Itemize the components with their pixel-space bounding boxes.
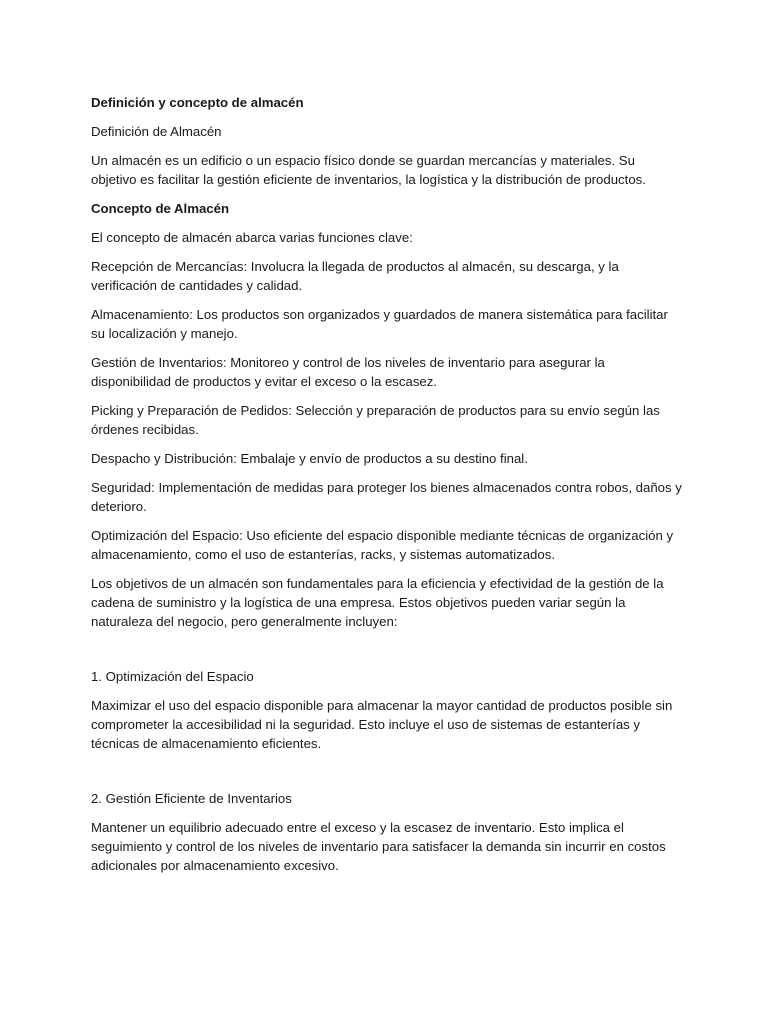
funcion-paragraph: Seguridad: Implementación de medidas para proteger los bienes almacenados contra robos, daños y deterioro. [91, 480, 682, 514]
funcion-paragraph: Gestión de Inventarios: Monitoreo y control de los niveles de inventario para asegurar la disponibilidad de productos y evitar el exceso o la escasez. [91, 355, 605, 389]
funcion-paragraph: Almacenamiento: Los productos son organizados y guardados de manera sistemática para facilitar su localización y manejo. [91, 307, 668, 341]
definicion-heading: Definición de Almacén [91, 124, 222, 139]
funcion-paragraph: Despacho y Distribución: Embalaje y envío de productos a su destino final. [91, 451, 528, 466]
objetivo-heading: 2. Gestión Eficiente de Inventarios [91, 791, 292, 806]
objetivo-paragraph: Maximizar el uso del espacio disponible para almacenar la mayor cantidad de productos posible sin comprometer la accesibilidad ni la seguridad. Esto incluye el uso de sistemas de estanterías y técnicas de almacenamiento eficientes. [91, 698, 673, 751]
funcion-paragraph: Optimización del Espacio: Uso eficiente del espacio disponible mediante técnicas de organización y almacenamiento, como el uso de estanterías, racks, y sistemas automatizados. [91, 528, 674, 562]
funcion-paragraph: Recepción de Mercancías: Involucra la llegada de productos al almacén, su descarga, y la verificación de cantidades y calidad. [91, 259, 619, 293]
objetivo-paragraph: Mantener un equilibrio adecuado entre el exceso y la escasez de inventario. Esto implica el seguimiento y control de los niveles de inventario para satisfacer la demanda sin incurrir en costos adicionales por almacenamiento excesivo. [91, 820, 666, 873]
document-title: Definición y concepto de almacén [91, 95, 304, 110]
funcion-paragraph: Picking y Preparación de Pedidos: Selección y preparación de productos para su envío según las órdenes recibidas. [91, 403, 660, 437]
objetivo-heading: 1. Optimización del Espacio [91, 669, 254, 684]
concepto-heading: Concepto de Almacén [91, 201, 230, 216]
concepto-intro: El concepto de almacén abarca varias funciones clave: [91, 230, 413, 245]
definicion-paragraph: Un almacén es un edificio o un espacio físico donde se guardan mercancías y materiales. Su objetivo es facilitar la gestión eficiente de inventarios, la logística y la distribución de productos. [91, 153, 646, 187]
objetivos-intro: Los objetivos de un almacén son fundamentales para la eficiencia y efectividad de la gestión de la cadena de suministro y la logística de una empresa. Estos objetivos pueden variar según la naturaleza del negocio, pero generalmente incluyen: [91, 576, 664, 629]
